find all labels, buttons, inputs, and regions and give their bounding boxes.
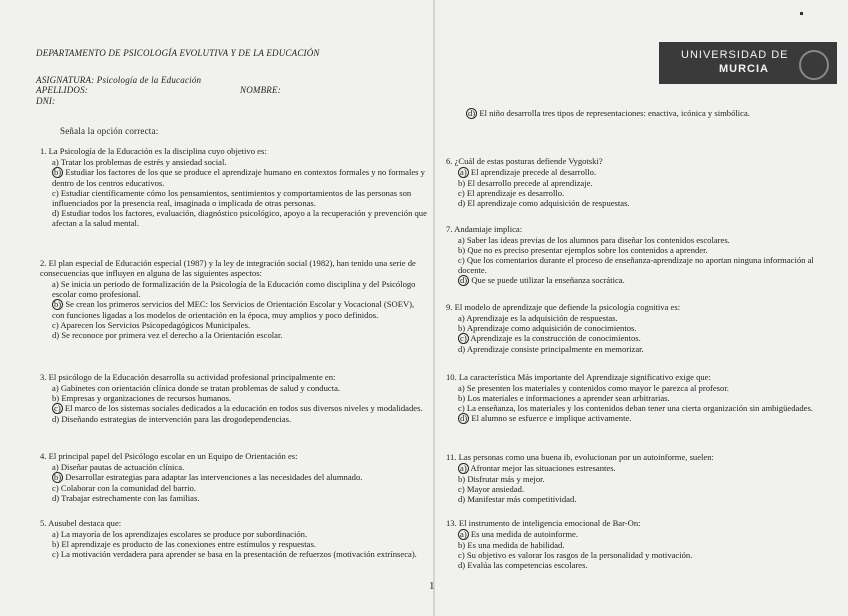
answer-mark: b) [54,472,62,482]
option: c) Colaborar con la comunidad del barrio. [52,483,196,493]
question-9 [446,302,826,354]
question-1 [40,146,428,228]
option: a) Es una medida de autoinforme. [460,529,578,539]
question-2 [40,258,428,340]
answer-mark: d) [460,413,468,423]
logo-line2: MURCIA [719,63,769,75]
answer-mark: c) [460,333,467,343]
question-stem: 6. ¿Cuál de estas posturas defiende Vygotski? [446,156,603,166]
question-stem: 7. Andamiaje implica: [446,224,523,234]
option: a) Afrontar mejor las situaciones estresantes. [460,463,616,473]
option: b) Es una medida de habilidad. [458,540,565,550]
answer-mark: a) [460,463,467,473]
question-stem: 2. El plan especial de Educación especial (1987) y la ley de integración social (1982), han tenido una serie de consecuencias que influyen en alguna de las siguientes aspectos: [40,258,416,278]
answer-mark: d) [460,275,468,285]
option: c) Que los comentarios durante el proceso de enseñanza-aprendizaje no aportan ninguna información al docente. [458,255,814,275]
question-3 [40,372,428,424]
university-logo [659,42,837,84]
question-stem: 5. Ausubel destaca que: [40,518,122,528]
option: b) Los materiales e informaciones a aprender sean arbitrarias. [458,393,670,403]
option: d) Se reconoce por primera vez el derecho a la Orientación escolar. [52,330,283,340]
option: c) Aprendizaje es la construcción de conocimientos. [460,333,641,343]
option: c) Estudiar científicamente cómo los pensamientos, sentimientos y comportamientos de las personas son influenciados por la presencia real, imaginada o implicada de otras personas. [52,188,412,208]
option: b) El desarrollo precede al aprendizaje. [458,178,593,188]
question-stem: 3. El psicólogo de la Educación desarrolla su actividad profesional principalmente en: [40,372,336,382]
option: a) Diseñar pautas de actuación clínica. [52,462,185,472]
answer-mark: b) [54,299,62,309]
question-stem: 13. El instrumento de inteligencia emocional de Bar-On: [446,518,641,528]
option: d) El aprendizaje como adquisición de respuestas. [458,198,630,208]
question-10 [446,372,826,424]
page-fold [433,0,435,616]
option: a) Gabinetes con orientación clínica donde se tratan problemas de salud y conducta. [52,383,341,393]
instruction: Señala la opción correcta: [60,126,159,136]
answer-mark: c) [54,403,61,413]
page-number: 1 [429,580,435,592]
option: b) El aprendizaje es producto de las conexiones entre estímulos y respuestas. [52,539,316,549]
option: c) El marco de los sistemas sociales dedicados a la educación en todos sus diversos niveles y modalidades. [54,403,423,413]
question-5-option-d [466,108,826,119]
option: d) El niño desarrolla tres tipos de representaciones: enactiva, icónica y simbólica. [468,108,750,118]
option: b) Empresas y organizaciones de recursos humanos. [52,393,232,403]
option: c) Su objetivo es valorar los rasgos de la personalidad y motivación. [458,550,693,560]
option: b) Desarrollar estrategias para adaptar las intervenciones a las necesidades del alumnado. [54,472,363,482]
logo-line1: UNIVERSIDAD DE [681,49,789,61]
option: c) La enseñanza, los materiales y los contenidos deban tener una cierta organización sin ambigüedades. [458,403,813,413]
option: a) Saber las ideas previas de los alumnos para diseñar los contenidos escolares. [458,235,730,245]
option: d) Manifestar más competitividad. [458,494,577,504]
option: a) El aprendizaje precede al desarrollo. [460,167,597,177]
surname-label: APELLIDOS: [36,85,88,95]
option: c) Aparecen los Servicios Psicopedagógicos Municipales. [52,320,251,330]
question-stem: 1. La Psicología de la Educación es la disciplina cuyo objetivo es: [40,146,267,156]
question-stem: 11. Las personas como una buena ib, evolucionan por un autoinforme, suelen: [446,452,714,462]
name-label: NOMBRE: [240,85,281,95]
option: d) Trabajar estrechamente con las familias. [52,493,200,503]
option: b) Que no es preciso presentar ejemplos sobre los contenidos a aprender. [458,245,708,255]
subject-line: ASIGNATURA: Psicología de la Educación [36,75,202,85]
question-11 [446,452,826,504]
option: d) Aprendizaje consiste principalmente en memorizar. [458,344,644,354]
department-title: DEPARTAMENTO DE PSICOLOGÍA EVOLUTIVA Y DE LA EDUCACIÓN [36,48,320,58]
option: a) La mayoría de los aprendizajes escolares se produce por subordinación. [52,529,308,539]
option: a) Tratar los problemas de estrés y ansiedad social. [52,157,227,167]
option: d) Evalúa las competencias escolares. [458,560,588,570]
option: a) Se inicia un periodo de formalización de la Psicología de la Educación como disciplina y del Psicólogo escolar como profesional. [52,279,416,299]
question-4 [40,451,428,503]
corner-mark [800,12,803,15]
answer-mark: a) [460,529,467,539]
question-6 [446,156,826,208]
question-5 [40,518,428,559]
question-stem: 9. El modelo de aprendizaje que defiende la psicología cognitiva es: [446,302,681,312]
answer-mark: b) [54,167,62,177]
option: c) El aprendizaje es desarrollo. [458,188,565,198]
option: b) Disfrutar más y mejor. [458,474,545,484]
option: c) La motivación verdadera para aprender se basa en la presentación de refuerzos (motivación extrínseca). [52,549,417,559]
option: b) Se crean los primeros servicios del MEC: los Servicios de Orientación Escolar y Vocacional (SOEV), con funciones ligadas a los modelos de orientación en la época, muy amplios y poco definidos. [52,299,415,320]
question-stem: 10. La característica Más importante del Aprendizaje significativo exige que: [446,372,711,382]
answer-mark: a) [460,167,467,177]
option: a) Aprendizaje es la adquisición de respuestas. [458,313,618,323]
option: a) Se presenten los materiales y contenidos como mayor le parezca al profesor. [458,383,729,393]
question-13 [446,518,826,570]
question-7 [446,224,826,286]
option: c) Mayor ansiedad. [458,484,525,494]
option: b) Aprendizaje como adquisición de conocimientos. [458,323,637,333]
question-stem: 4. El principal papel del Psicólogo escolar en un Equipo de Orientación es: [40,451,298,461]
option: b) Estudiar los factores de los que se produce el aprendizaje humano en contextos formales y no formales y dentro de los centros educativos. [52,167,425,188]
option: d) Que se puede utilizar la enseñanza socrática. [460,275,625,285]
answer-mark: d) [468,108,476,118]
university-seal-icon [799,50,829,80]
option: d) Diseñando estrategias de intervención para las drogodependencias. [52,414,292,424]
dni-label: DNI: [36,96,56,106]
option: d) Estudiar todos los factores, evaluación, diagnóstico psicológico, apoyo a la recuperación y prevención que afectan a la salud mental. [52,208,427,228]
option: d) El alumno se esfuerce e implique activamente. [460,413,632,423]
